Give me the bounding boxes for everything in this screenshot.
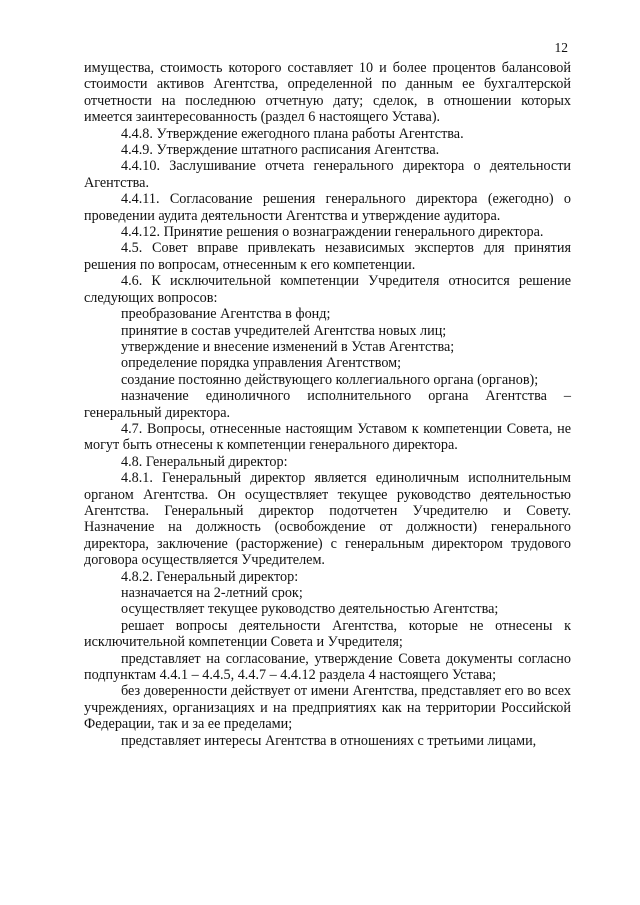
- paragraph: 4.4.11. Согласование решения генерального директора (ежегодно) о проведении аудита деятельности Агентства и утверждение аудитора.: [84, 191, 571, 224]
- paragraph: определение порядка управления Агентством;: [121, 355, 402, 372]
- paragraph: имущества, стоимость которого составляет 10 и более процентов балансовой стоимости активов Агентства, определенной по данным ее бухгалтерской отчетности на последнюю отчетную дату; сделок, в отношении которых имеется заинтересованность (раздел 6 настоящего Устава).: [84, 60, 571, 126]
- paragraph: 4.8.1. Генеральный директор является единоличным исполнительным органом Агентства. Он осуществляет текущее руководство деятельностью Агентства. Генеральный директор подотчетен Учредителю и Совету. Назначение на должность (освобождение от должности) генерального директора, заключение (расторжение) с генеральным директором трудового договора осуществляется Учредителем.: [84, 470, 571, 569]
- paragraph: 4.5. Совет вправе привлекать независимых экспертов для принятия решения по вопросам, отнесенным к его компетенции.: [84, 240, 571, 273]
- paragraph: представляет интересы Агентства в отношениях с третьими лицами,: [121, 732, 537, 749]
- paragraph: 4.4.8. Утверждение ежегодного плана работы Агентства.: [121, 125, 464, 142]
- paragraph: 4.8.2. Генеральный директор:: [121, 568, 299, 585]
- paragraph: утверждение и внесение изменений в Устав Агентства;: [121, 338, 455, 355]
- document-body: [84, 60, 571, 749]
- paragraph: назначается на 2-летний срок;: [121, 585, 303, 601]
- paragraph: 4.8. Генеральный директор:: [121, 453, 288, 470]
- paragraph: 4.7. Вопросы, отнесенные настоящим Уставом к компетенции Совета, не могут быть отнесены к компетенции генерального директора.: [84, 420, 571, 454]
- paragraph: 4.6. К исключительной компетенции Учредителя относится решение следующих вопросов:: [84, 273, 571, 306]
- page-number: 12: [554, 40, 568, 55]
- paragraph: принятие в состав учредителей Агентства новых лиц;: [121, 322, 447, 339]
- paragraph: без доверенности действует от имени Агентства, представляет его во всех учреждениях, организациях и на предприятиях как на территории Российской Федерации, так и за ее пределами;: [84, 683, 571, 733]
- paragraph: 4.4.12. Принятие решения о вознаграждении генерального директора.: [121, 224, 544, 241]
- paragraph: 4.4.10. Заслушивание отчета генерального директора о деятельности Агентства.: [84, 158, 571, 191]
- paragraph: представляет на согласование, утверждение Совета документы согласно подпунктам 4.4.1 – 4.4.5, 4.4.7 – 4.4.12 раздела 4 настоящего Устава;: [84, 650, 571, 684]
- paragraph: 4.4.9. Утверждение штатного расписания Агентства.: [121, 142, 440, 159]
- paragraph: назначение единоличного исполнительного органа Агентства – генеральный директора.: [84, 388, 571, 421]
- paragraph: решает вопросы деятельности Агентства, которые не отнесены к исключительной компетенции Совета и Учредителя;: [84, 617, 571, 651]
- paragraph: осуществляет текущее руководство деятельностью Агентства;: [121, 601, 499, 618]
- paragraph: преобразование Агентства в фонд;: [121, 306, 331, 323]
- paragraph: создание постоянно действующего коллегиального органа (органов);: [121, 371, 539, 388]
